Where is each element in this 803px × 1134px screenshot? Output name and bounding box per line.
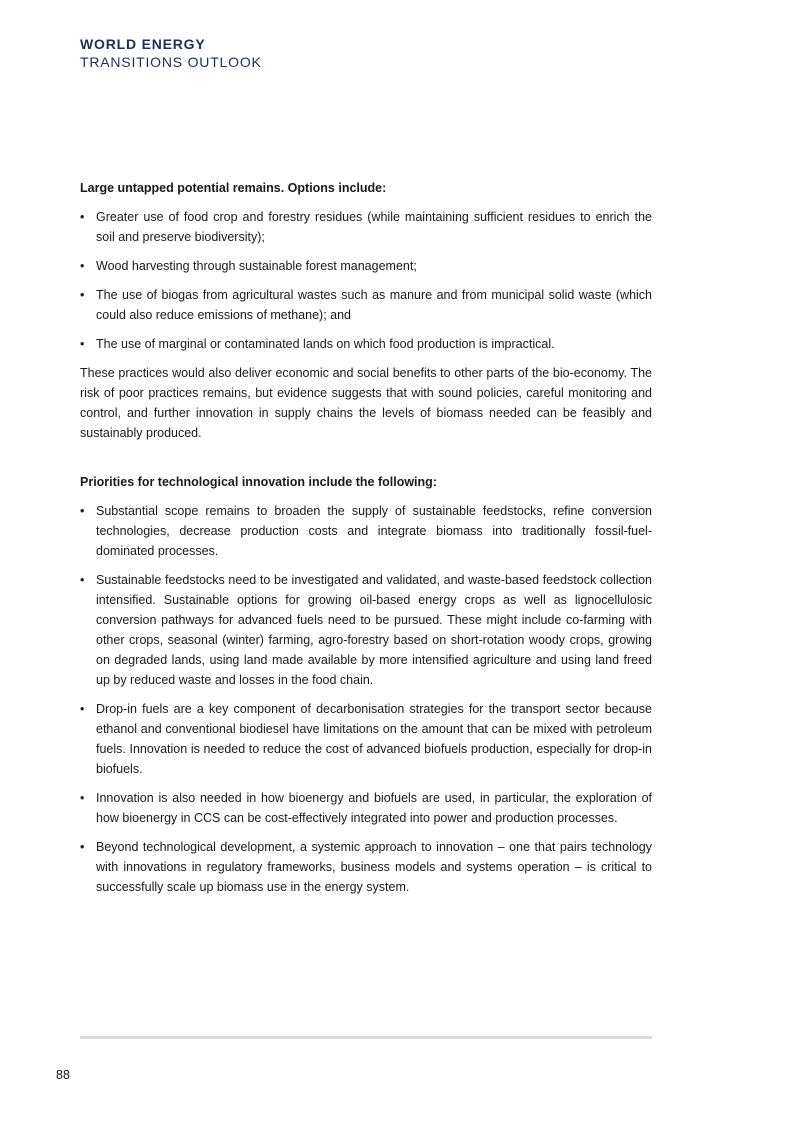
report-title-bold: WORLD ENERGY — [80, 36, 206, 52]
section1-heading: Large untapped potential remains. Options include: — [80, 181, 387, 195]
footer-divider — [80, 1036, 652, 1039]
list-item: • Greater use of food crop and forestry residues (while maintaining sufficient residues to enrich the soil and preserve biodiversity); — [80, 207, 652, 247]
list-item: • Drop-in fuels are a key component of decarbonisation strategies for the transport sector because ethanol and conventional biodiesel have limitations on the amount that can be mixed with petroleum fuels. Innovation is needed to reduce the cost of advanced biofuels production, especially for drop-in biofuels. — [80, 699, 652, 779]
list-item: • Wood harvesting through sustainable forest management; — [80, 256, 652, 276]
section2-heading: Priorities for technological innovation include the following: — [80, 475, 437, 489]
list-item: • Sustainable feedstocks need to be investigated and validated, and waste-based feedstock collection intensified. Sustainable options for growing oil-based energy crops as well as lignocellulosic conversion pathways for advanced fuels need to be pursued. These might include co-farming with other crops, seasonal (winter) farming, agro-forestry based on short-rotation woody crops, growing on degraded lands, using land made available by more intensified agriculture and using land freed up by reduced waste and losses in the food chain. — [80, 570, 652, 690]
list-item: • The use of marginal or contaminated lands on which food production is impractical. — [80, 334, 652, 354]
report-header — [80, 35, 262, 71]
list-item: • Innovation is also needed in how bioenergy and biofuels are used, in particular, the exploration of how bioenergy in CCS can be cost-effectively integrated into power and production processes. — [80, 788, 652, 828]
section1-paragraph: These practices would also deliver economic and social benefits to other parts of the bio-economy. The risk of poor practices remains, but evidence suggests that with sound policies, careful monitoring and control, and further innovation in supply chains the levels of biomass needed can be feasibly and sustainably produced. — [80, 366, 652, 440]
list-item: • The use of biogas from agricultural wastes such as manure and from municipal solid waste (which could also reduce emissions of methane); and — [80, 285, 652, 325]
section1-bullet-list — [80, 207, 652, 354]
list-item: • Substantial scope remains to broaden the supply of sustainable feedstocks, refine conversion technologies, decrease production costs and integrate biomass into traditionally fossil-fuel-dominated processes. — [80, 501, 652, 561]
list-item: • Beyond technological development, a systemic approach to innovation – one that pairs technology with innovations in regulatory frameworks, business models and systems operation – is critical to successfully scale up biomass use in the energy system. — [80, 837, 652, 897]
report-title-light: TRANSITIONS OUTLOOK — [80, 54, 262, 70]
page-number: 88 — [56, 1068, 70, 1082]
section2-bullet-list — [80, 501, 652, 897]
main-content — [80, 178, 652, 906]
